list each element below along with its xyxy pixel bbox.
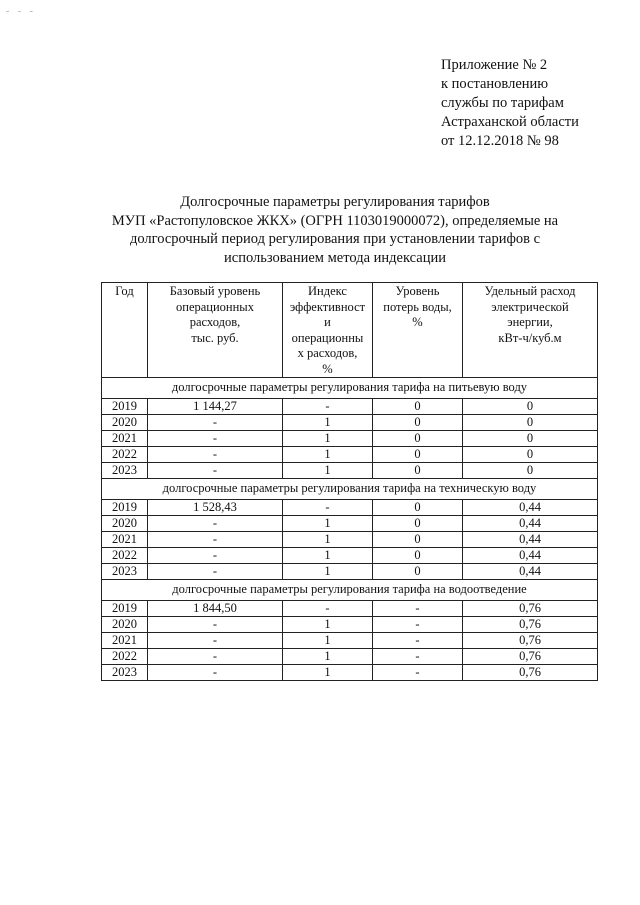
- cell-base-opex: -: [148, 633, 283, 649]
- parameters-table: [101, 282, 598, 681]
- cell-year: 2023: [102, 564, 148, 580]
- table-row: [102, 548, 598, 564]
- cell-water-loss: 0: [373, 399, 463, 415]
- cell-year: 2022: [102, 649, 148, 665]
- cell-efficiency-index: -: [283, 399, 373, 415]
- cell-energy: 0,44: [463, 516, 598, 532]
- cell-year: 2023: [102, 665, 148, 681]
- header-line: кВт-ч/куб.м: [498, 330, 562, 345]
- cell-water-loss: 0: [373, 431, 463, 447]
- header-efficiency-index: [283, 283, 373, 378]
- table-row: [102, 649, 598, 665]
- cell-base-opex: -: [148, 447, 283, 463]
- cell-energy: 0,76: [463, 633, 598, 649]
- scan-marks: - - -: [6, 6, 36, 17]
- title-line: долгосрочный период регулирования при установлении тарифов с: [129, 231, 541, 247]
- cell-base-opex: -: [148, 463, 283, 479]
- cell-year: 2020: [102, 415, 148, 431]
- cell-base-opex: -: [148, 617, 283, 633]
- cell-water-loss: -: [373, 665, 463, 681]
- cell-water-loss: 0: [373, 532, 463, 548]
- table-row: [102, 431, 598, 447]
- cell-base-opex: -: [148, 516, 283, 532]
- table-header-row: [102, 283, 598, 378]
- cell-energy: 0,76: [463, 617, 598, 633]
- header-line: %: [322, 361, 333, 376]
- cell-efficiency-index: 1: [283, 532, 373, 548]
- cell-energy: 0,44: [463, 532, 598, 548]
- header-line: потерь воды,: [383, 299, 452, 314]
- header-year: [102, 283, 148, 378]
- cell-water-loss: 0: [373, 516, 463, 532]
- cell-efficiency-index: -: [283, 601, 373, 617]
- cell-efficiency-index: 1: [283, 516, 373, 532]
- section-row: [102, 378, 598, 399]
- cell-year: 2019: [102, 601, 148, 617]
- appendix-line: к постановлению: [441, 76, 549, 92]
- header-water-loss: [373, 283, 463, 378]
- cell-energy: 0: [463, 447, 598, 463]
- cell-water-loss: -: [373, 601, 463, 617]
- table-row: [102, 564, 598, 580]
- cell-efficiency-index: 1: [283, 617, 373, 633]
- cell-efficiency-index: -: [283, 500, 373, 516]
- section-title: долгосрочные параметры регулирования тарифа на питьевую воду: [102, 378, 598, 399]
- cell-base-opex: -: [148, 532, 283, 548]
- cell-water-loss: -: [373, 617, 463, 633]
- cell-year: 2021: [102, 633, 148, 649]
- cell-efficiency-index: 1: [283, 548, 373, 564]
- section-title: долгосрочные параметры регулирования тарифа на водоотведение: [102, 580, 598, 601]
- cell-water-loss: 0: [373, 500, 463, 516]
- cell-water-loss: 0: [373, 564, 463, 580]
- cell-efficiency-index: 1: [283, 463, 373, 479]
- appendix-line: от 12.12.2018 № 98: [441, 133, 559, 149]
- section-row: [102, 479, 598, 500]
- title-line: Долгосрочные параметры регулирования тарифов: [180, 194, 490, 210]
- header-line: х расходов,: [297, 346, 358, 360]
- cell-water-loss: 0: [373, 548, 463, 564]
- table-row: [102, 532, 598, 548]
- header-line: операционны: [291, 330, 364, 345]
- header-base-opex: [148, 283, 283, 378]
- cell-year: 2021: [102, 431, 148, 447]
- header-line: электрической: [491, 299, 569, 314]
- header-line: Удельный расход: [484, 284, 576, 298]
- cell-year: 2019: [102, 399, 148, 415]
- header-line: энергии,: [507, 315, 553, 329]
- appendix-line: Приложение № 2: [441, 57, 548, 73]
- table-row: [102, 399, 598, 415]
- appendix-block: [441, 56, 631, 151]
- header-line: операционных: [176, 299, 254, 314]
- table-row: [102, 633, 598, 649]
- document-title: [95, 193, 575, 267]
- cell-energy: 0: [463, 431, 598, 447]
- appendix-line: службы по тарифам: [441, 95, 564, 111]
- header-line: расходов,: [189, 315, 241, 329]
- cell-energy: 0,44: [463, 500, 598, 516]
- header-line: эффективност: [289, 299, 366, 314]
- header-line: Уровень: [395, 284, 440, 298]
- cell-water-loss: -: [373, 633, 463, 649]
- section-row: [102, 580, 598, 601]
- cell-base-opex: -: [148, 665, 283, 681]
- header-line: Индекс: [308, 284, 347, 298]
- table-body: [102, 378, 598, 681]
- header-line: %: [412, 315, 423, 329]
- cell-base-opex: -: [148, 415, 283, 431]
- cell-efficiency-index: 1: [283, 431, 373, 447]
- cell-energy: 0,76: [463, 649, 598, 665]
- cell-energy: 0: [463, 415, 598, 431]
- cell-efficiency-index: 1: [283, 633, 373, 649]
- cell-year: 2020: [102, 516, 148, 532]
- cell-efficiency-index: 1: [283, 447, 373, 463]
- cell-energy: 0,76: [463, 601, 598, 617]
- cell-efficiency-index: 1: [283, 649, 373, 665]
- cell-base-opex: -: [148, 564, 283, 580]
- table-row: [102, 617, 598, 633]
- cell-base-opex: -: [148, 649, 283, 665]
- table-row: [102, 500, 598, 516]
- cell-year: 2023: [102, 463, 148, 479]
- header-line: и: [324, 315, 331, 329]
- cell-water-loss: 0: [373, 463, 463, 479]
- cell-energy: 0: [463, 463, 598, 479]
- table-row: [102, 415, 598, 431]
- cell-energy: 0: [463, 399, 598, 415]
- cell-energy: 0,76: [463, 665, 598, 681]
- table-row: [102, 516, 598, 532]
- cell-efficiency-index: 1: [283, 564, 373, 580]
- title-line: использованием метода индексации: [224, 249, 446, 266]
- cell-year: 2021: [102, 532, 148, 548]
- cell-year: 2022: [102, 447, 148, 463]
- cell-water-loss: 0: [373, 447, 463, 463]
- cell-year: 2020: [102, 617, 148, 633]
- cell-year: 2022: [102, 548, 148, 564]
- cell-efficiency-index: 1: [283, 665, 373, 681]
- cell-base-opex: -: [148, 548, 283, 564]
- cell-base-opex: 1 144,27: [148, 399, 283, 415]
- table-row: [102, 665, 598, 681]
- header-energy-consumption: [463, 283, 598, 378]
- cell-base-opex: 1 528,43: [148, 500, 283, 516]
- cell-efficiency-index: 1: [283, 415, 373, 431]
- cell-energy: 0,44: [463, 564, 598, 580]
- appendix-line: Астраханской области: [441, 114, 579, 130]
- table-row: [102, 463, 598, 479]
- table-row: [102, 447, 598, 463]
- table-row: [102, 601, 598, 617]
- section-title: долгосрочные параметры регулирования тарифа на техническую воду: [102, 479, 598, 500]
- title-line: МУП «Растопуловское ЖКХ» (ОГРН 1103019000072), определяемые на: [111, 212, 559, 229]
- cell-energy: 0,44: [463, 548, 598, 564]
- header-line: Год: [115, 284, 134, 298]
- cell-water-loss: 0: [373, 415, 463, 431]
- cell-water-loss: -: [373, 649, 463, 665]
- header-line: тыс. руб.: [191, 330, 239, 345]
- cell-base-opex: 1 844,50: [148, 601, 283, 617]
- cell-year: 2019: [102, 500, 148, 516]
- header-line: Базовый уровень: [169, 284, 261, 298]
- cell-base-opex: -: [148, 431, 283, 447]
